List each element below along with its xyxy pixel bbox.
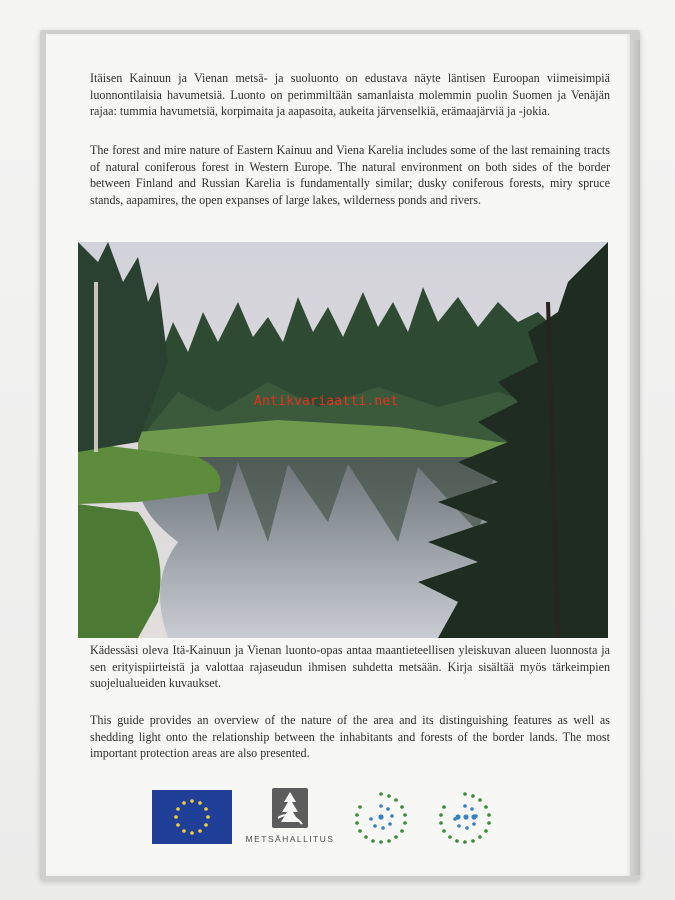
river-forest-photo	[78, 242, 608, 638]
dotted-ring-logo-icon	[432, 788, 498, 848]
metsahallitus-emblem-icon	[272, 788, 308, 828]
guide-text-finnish: Kädessäsi oleva Itä-Kainuun ja Vienan luonto-opas antaa maantieteellisen yleiskuvan alueen luonnosta ja sen erityispiirteistä ja valottaa rajaseudun ihmisen suhdetta metsään. Kirja sisältää myös tärkeimpien suojelualueiden kuvaukset.	[90, 643, 610, 691]
logo-row	[46, 786, 630, 856]
intro-text-english: The forest and mire nature of Eastern Kainuu and Viena Karelia includes some of the last remaining tracts of natural coniferous forest in Western Europe. The natural environment on both sides of the border between Finland and Russian Karelia is fundamentally similar; dusky coniferous forests, miry spruce stands, aapamires, the open expanses of large lakes, wilderness ponds and rivers.	[90, 143, 610, 207]
eu-flag-icon	[152, 790, 232, 844]
back-cover	[46, 34, 630, 876]
watermark-text: Antikvariaatti.net	[254, 394, 399, 409]
metsahallitus-logo	[240, 788, 340, 852]
dotted-ring-logo-icon	[348, 788, 414, 848]
intro-text-finnish: Itäisen Kainuun ja Vienan metsä- ja suoluonto on edustava näyte läntisen Euroopan viimeisimpiä luonnontilaisia havumetsiä. Luonto on perimmiltään samanlaista molemmin puolin Suomen ja Venäjän rajaa: tummia havumetsiä, korpimaita ja aapasoita, aukeita järvenselkiä, erämaajärviä ja -jokia.	[90, 71, 610, 119]
landscape-illustration	[78, 242, 608, 638]
guide-text-english: This guide provides an overview of the nature of the area and its distinguishing features as well as shedding light onto the relationship between the inhabitants and forests of the border lands. The most important protection areas are also presented.	[90, 713, 610, 761]
metsahallitus-label: METSÄHALLITUS	[245, 834, 335, 844]
